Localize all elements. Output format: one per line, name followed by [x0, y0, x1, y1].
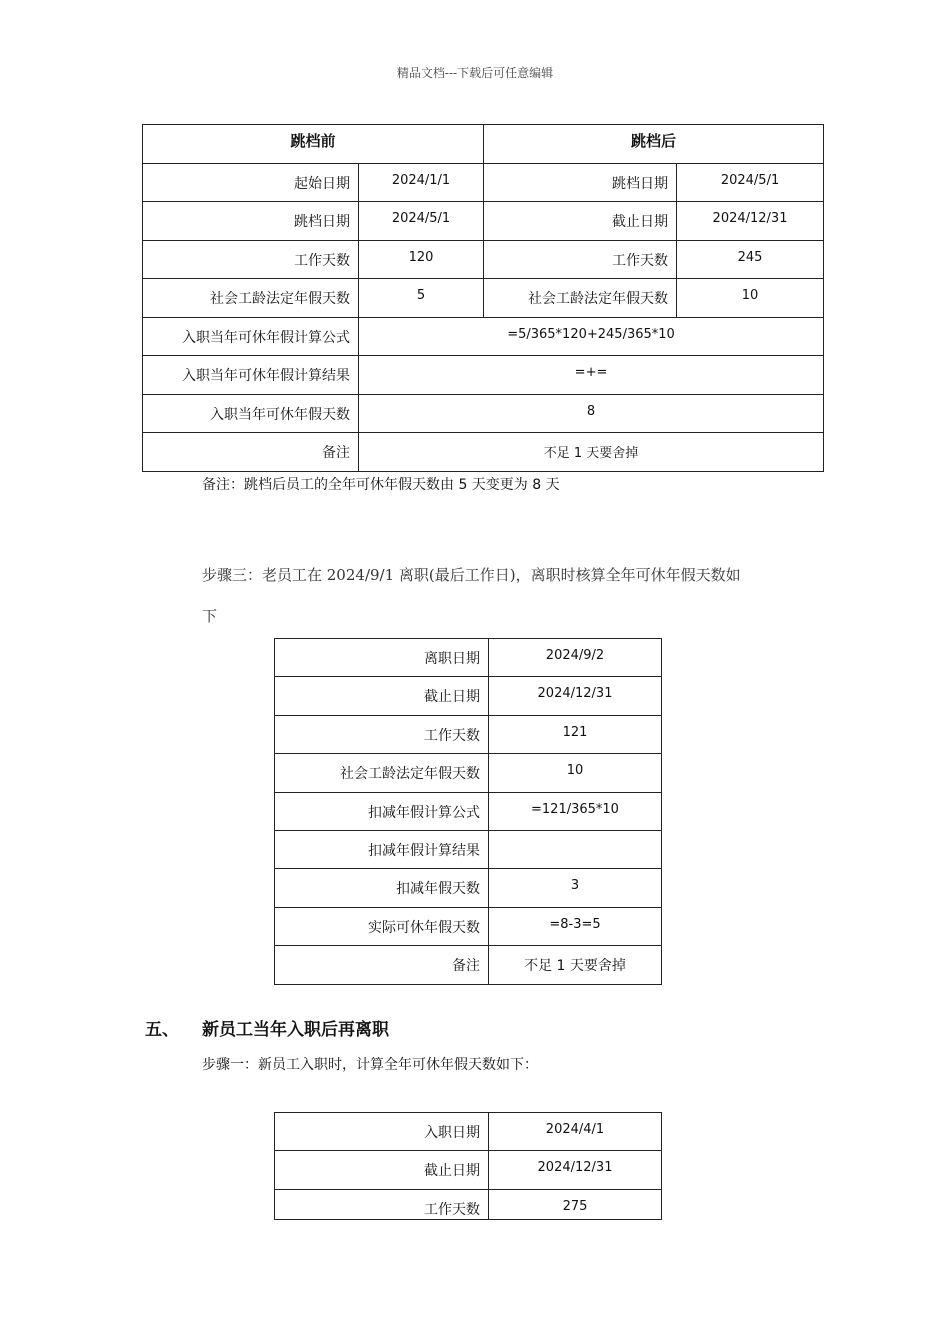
cell-value: 245 — [677, 240, 824, 279]
table-row — [143, 240, 824, 279]
cell-value: =8-3=5 — [489, 907, 662, 945]
cell-label: 离职日期 — [275, 639, 489, 677]
cell-value: =121/365*10 — [489, 792, 662, 830]
table-row — [143, 279, 824, 318]
table-row — [275, 907, 662, 945]
cell-label: 截止日期 — [275, 1151, 489, 1189]
cell-value: =5/365*120+245/365*10 — [359, 317, 824, 356]
cell-value: 2024/5/1 — [677, 163, 824, 202]
cell-label: 扣减年假计算结果 — [275, 830, 489, 868]
cell-value: 275 — [489, 1189, 662, 1219]
cell-label: 工作天数 — [275, 715, 489, 753]
cell-value: 2024/12/31 — [489, 1151, 662, 1189]
cell-label: 截止日期 — [484, 202, 677, 241]
section-title: 新员工当年入职后再离职 — [202, 1020, 389, 1040]
cell-value: 2024/4/1 — [489, 1113, 662, 1151]
cell-label: 扣减年假天数 — [275, 869, 489, 907]
cell-value: 不足 1 天要舍掉 — [489, 946, 662, 984]
cell-label: 工作天数 — [143, 240, 359, 279]
cell-value: 5 — [359, 279, 484, 318]
cell-value: =+= — [359, 356, 824, 395]
step3-text-line1: 步骤三：老员工在 2024/9/1 离职(最后工作日)，离职时核算全年可休年假天数如 — [202, 566, 741, 584]
header-after: 跳档后 — [484, 125, 824, 164]
table-row — [275, 946, 662, 984]
cell-label: 跳档日期 — [484, 163, 677, 202]
table-row — [275, 754, 662, 792]
page-header: 精品文档---下载后可任意编辑 — [396, 66, 554, 80]
table-row — [275, 792, 662, 830]
header-before: 跳档前 — [143, 125, 484, 164]
cell-label: 起始日期 — [143, 163, 359, 202]
table-row — [275, 639, 662, 677]
table-row — [143, 394, 824, 433]
cell-label: 实际可休年假天数 — [275, 907, 489, 945]
table-new-employee — [274, 1112, 662, 1220]
cell-value: 120 — [359, 240, 484, 279]
cell-label: 备注 — [275, 946, 489, 984]
note-text: 备注：跳档后员工的全年可休年假天数由 5 天变更为 8 天 — [202, 477, 560, 493]
table-row — [143, 202, 824, 241]
cell-label: 扣减年假计算公式 — [275, 792, 489, 830]
cell-value: 2024/12/31 — [677, 202, 824, 241]
table-grade-change — [142, 124, 824, 472]
table-row — [275, 715, 662, 753]
cell-label: 入职当年可休年假计算公式 — [143, 317, 359, 356]
section-number: 五、 — [145, 1020, 179, 1040]
table-row — [143, 433, 824, 472]
cell-value: 2024/5/1 — [359, 202, 484, 241]
table-row — [275, 677, 662, 715]
table-row — [143, 356, 824, 395]
table-row — [275, 1189, 662, 1219]
cell-label: 入职当年可休年假天数 — [143, 394, 359, 433]
table-row — [275, 1151, 662, 1189]
table-row — [143, 125, 824, 164]
cell-label: 截止日期 — [275, 677, 489, 715]
table-row — [143, 317, 824, 356]
cell-label: 工作天数 — [275, 1189, 489, 1219]
cell-label: 社会工龄法定年假天数 — [143, 279, 359, 318]
cell-value: 10 — [677, 279, 824, 318]
cell-label: 社会工龄法定年假天数 — [484, 279, 677, 318]
table-row — [143, 163, 824, 202]
cell-value: 2024/9/2 — [489, 639, 662, 677]
cell-value: 10 — [489, 754, 662, 792]
table-row — [275, 830, 662, 868]
cell-value: 不足 1 天要舍掉 — [359, 433, 824, 472]
cell-value: 121 — [489, 715, 662, 753]
cell-label: 入职当年可休年假计算结果 — [143, 356, 359, 395]
cell-label: 备注 — [143, 433, 359, 472]
cell-label: 入职日期 — [275, 1113, 489, 1151]
cell-value: 2024/1/1 — [359, 163, 484, 202]
cell-label: 社会工龄法定年假天数 — [275, 754, 489, 792]
table-resignation — [274, 638, 662, 985]
cell-value: 3 — [489, 869, 662, 907]
cell-value: 8 — [359, 394, 824, 433]
cell-value: 2024/12/31 — [489, 677, 662, 715]
cell-label: 工作天数 — [484, 240, 677, 279]
cell-label: 跳档日期 — [143, 202, 359, 241]
table-row — [275, 869, 662, 907]
cell-value — [489, 830, 662, 868]
table-row — [275, 1113, 662, 1151]
step1-text: 步骤一：新员工入职时，计算全年可休年假天数如下： — [202, 1057, 538, 1073]
step3-text-line2: 下 — [202, 607, 218, 625]
